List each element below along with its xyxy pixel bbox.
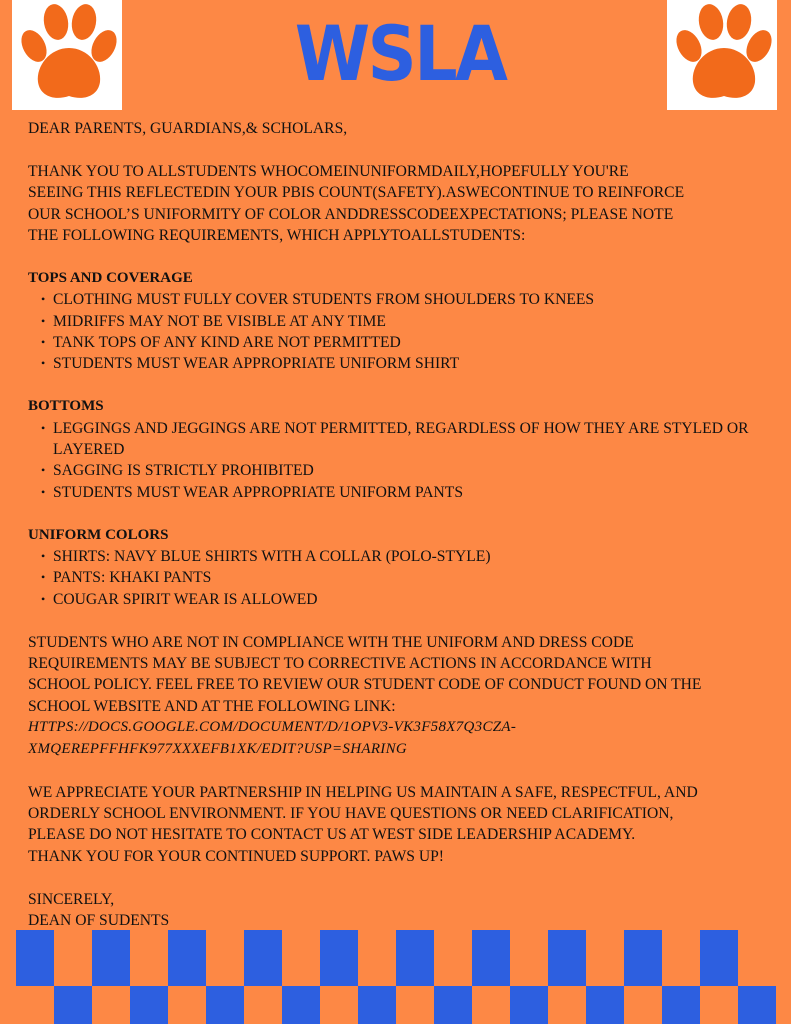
list-item: • LEGGINGS AND JEGGINGS ARE NOT PERMITTED, REGARDLESS OF HOW THEY ARE STYLED OR LAYERED bbox=[53, 418, 773, 461]
closing-line: PLEASE DO NOT HESITATE TO CONTACT US AT WEST SIDE LEADERSHIP ACADEMY. bbox=[28, 826, 636, 844]
signoff: SINCERELY, bbox=[28, 890, 115, 908]
compliance-line: STUDENTS WHO ARE NOT IN COMPLIANCE WITH THE UNIFORM AND DRESS CODE bbox=[28, 633, 634, 651]
list-item: • PANTS: KHAKI PANTS bbox=[53, 567, 773, 588]
code-of-conduct-link[interactable]: HTTPS://DOCS.GOOGLE.COM/DOCUMENT/D/1OPV3-VK3F58X7Q3CZA- bbox=[28, 719, 517, 736]
signature: DEAN OF SUDENTS bbox=[28, 911, 170, 929]
bullet-list bbox=[28, 289, 773, 375]
closing-line: THANK YOU FOR YOUR CONTINUED SUPPORT. PAWS UP! bbox=[28, 847, 444, 865]
checkered-footer bbox=[0, 930, 791, 1024]
list-item: • COUGAR SPIRIT WEAR IS ALLOWED bbox=[53, 589, 773, 610]
section-heading: BOTTOMS bbox=[28, 398, 104, 415]
letter-body bbox=[28, 118, 773, 931]
list-item: • STUDENTS MUST WEAR APPROPRIATE UNIFORM PANTS bbox=[53, 482, 773, 503]
code-of-conduct-link[interactable]: XMQEREPFFHFK977XXXEFB1XK/EDIT?USP=SHARING bbox=[28, 740, 408, 757]
list-item: • CLOTHING MUST FULLY COVER STUDENTS FROM SHOULDERS TO KNEES bbox=[53, 289, 773, 310]
intro-line: THE FOLLOWING REQUIREMENTS, WHICH APPLYTOALLSTUDENTS: bbox=[28, 227, 526, 245]
list-item: • STUDENTS MUST WEAR APPROPRIATE UNIFORM SHIRT bbox=[53, 353, 773, 374]
intro-line: THANK YOU TO ALLSTUDENTS WHOCOMEINUNIFORMDAILY,HOPEFULLY YOU'RE bbox=[28, 162, 629, 180]
bullet-list bbox=[28, 546, 773, 610]
tiger-paw-icon bbox=[667, 0, 777, 110]
list-item: • TANK TOPS OF ANY KIND ARE NOT PERMITTED bbox=[53, 332, 773, 353]
page-title: WSLA bbox=[294, 9, 506, 98]
paw-logo-left bbox=[12, 0, 122, 110]
bullet-list bbox=[28, 418, 773, 504]
paw-logo-right bbox=[667, 0, 777, 110]
section-tops-coverage bbox=[28, 268, 773, 375]
list-item: • SHIRTS: NAVY BLUE SHIRTS WITH A COLLAR (POLO-STYLE) bbox=[53, 546, 773, 567]
compliance-line: REQUIREMENTS MAY BE SUBJECT TO CORRECTIVE ACTIONS IN ACCORDANCE WITH bbox=[28, 655, 652, 673]
list-item: • MIDRIFFS MAY NOT BE VISIBLE AT ANY TIME bbox=[53, 311, 773, 332]
intro-line: OUR SCHOOL’S UNIFORMITY OF COLOR ANDDRESSCODEEXPECTATIONS; PLEASE NOTE bbox=[28, 205, 674, 223]
list-item: • SAGGING IS STRICTLY PROHIBITED bbox=[53, 460, 773, 481]
section-uniform-colors bbox=[28, 525, 773, 611]
compliance-paragraph bbox=[28, 632, 773, 760]
compliance-line: SCHOOL WEBSITE AND AT THE FOLLOWING LINK: bbox=[28, 697, 396, 715]
section-heading: UNIFORM COLORS bbox=[28, 526, 169, 543]
greeting: DEAR PARENTS, GUARDIANS,& SCHOLARS, bbox=[28, 120, 348, 137]
intro-line: SEEING THIS REFLECTEDIN YOUR PBIS COUNT(SAFETY).ASWECONTINUE TO REINFORCE bbox=[28, 184, 685, 202]
closing-line: WE APPRECIATE YOUR PARTNERSHIP IN HELPING US MAINTAIN A SAFE, RESPECTFUL, AND bbox=[28, 783, 698, 801]
section-bottoms bbox=[28, 396, 773, 503]
closing-paragraph bbox=[28, 782, 773, 868]
intro-paragraph bbox=[28, 161, 773, 247]
tiger-paw-icon bbox=[12, 0, 122, 110]
closing-line: ORDERLY SCHOOL ENVIRONMENT. IF YOU HAVE QUESTIONS OR NEED CLARIFICATION, bbox=[28, 804, 674, 822]
compliance-line: SCHOOL POLICY. FEEL FREE TO REVIEW OUR STUDENT CODE OF CONDUCT FOUND ON THE bbox=[28, 676, 702, 694]
section-heading: TOPS AND COVERAGE bbox=[28, 269, 193, 286]
